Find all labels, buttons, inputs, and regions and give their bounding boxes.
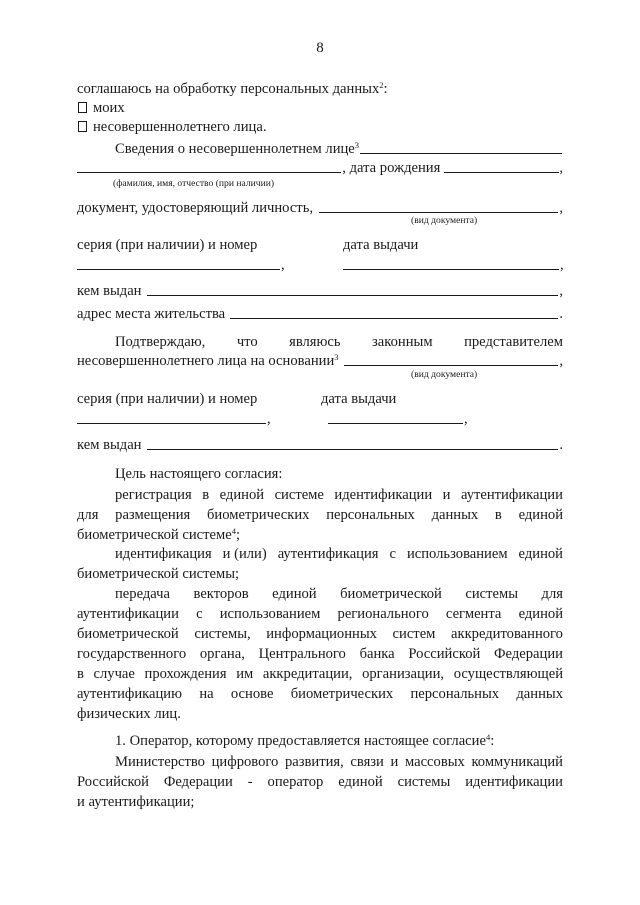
operator-line-1 bbox=[115, 753, 563, 772]
word: системы bbox=[397, 774, 451, 790]
purpose-3-line-3 bbox=[77, 625, 563, 644]
basis-row bbox=[77, 352, 563, 371]
doc-id-field[interactable] bbox=[319, 199, 558, 213]
issue-date-label: дата выдачи bbox=[321, 391, 397, 407]
punctuation: , bbox=[559, 353, 563, 369]
word: развития, bbox=[284, 754, 344, 770]
operator-title bbox=[115, 732, 563, 751]
option-minor[interactable] bbox=[77, 118, 563, 137]
punctuation: , bbox=[559, 283, 563, 299]
purpose-3-line-4 bbox=[77, 645, 563, 664]
word: аккредитации, bbox=[262, 666, 353, 682]
purpose-3-line-1 bbox=[115, 585, 563, 604]
minor-fio-field[interactable] bbox=[77, 159, 341, 173]
option-mine-label: моих bbox=[93, 100, 125, 116]
address-field[interactable] bbox=[230, 305, 558, 319]
purpose-2-line-1 bbox=[115, 545, 563, 564]
word: идентификации bbox=[334, 487, 433, 503]
purpose-3-line-2 bbox=[77, 605, 563, 624]
issue-date-label: дата выдачи bbox=[343, 237, 419, 253]
word: системы, bbox=[194, 626, 251, 642]
punctuation: : bbox=[490, 733, 495, 749]
word: аутентификации bbox=[460, 487, 563, 503]
word: данных bbox=[516, 686, 563, 702]
word: случае bbox=[93, 666, 135, 682]
doc-id-row bbox=[77, 199, 563, 218]
word: связи bbox=[350, 754, 384, 770]
word: персональных bbox=[326, 507, 415, 523]
word: организации, bbox=[362, 666, 445, 682]
minor-name-field[interactable] bbox=[360, 140, 562, 154]
word: представителем bbox=[464, 334, 563, 350]
word: биометрической bbox=[340, 586, 442, 602]
punctuation: : bbox=[383, 81, 388, 97]
word: аутентификация bbox=[277, 546, 379, 562]
consent-header-text: соглашаюсь на обработку персональных данных bbox=[77, 81, 380, 97]
minor-info-label bbox=[115, 140, 359, 159]
birth-date-label: , дата рождения bbox=[342, 160, 441, 176]
word: регионального bbox=[337, 606, 429, 622]
issued-by-label: кем выдан bbox=[77, 437, 142, 453]
word: аутентификацию bbox=[77, 686, 183, 702]
word: использованием bbox=[219, 606, 321, 622]
word: коммуникаций bbox=[471, 754, 563, 770]
address-label: адрес места жительства bbox=[77, 306, 226, 322]
word: и bbox=[390, 754, 399, 770]
word: Федерации bbox=[494, 646, 563, 662]
word: биометрических bbox=[206, 507, 310, 523]
word: единой bbox=[272, 586, 317, 602]
word: для bbox=[541, 586, 563, 602]
basis-text: несовершеннолетнего лица на основании bbox=[77, 353, 335, 369]
word: прохождения bbox=[144, 666, 227, 682]
word: государственного bbox=[77, 646, 187, 662]
footnote-ref: 2 bbox=[379, 80, 384, 90]
footnote-ref: 3 bbox=[354, 140, 360, 150]
word: Федерации bbox=[163, 774, 233, 790]
checkbox[interactable] bbox=[78, 102, 87, 113]
issued-by-field[interactable] bbox=[147, 282, 559, 296]
punctuation: , bbox=[281, 257, 285, 273]
word: идентификации bbox=[465, 774, 563, 790]
basis-label bbox=[77, 352, 339, 371]
word: и (или) bbox=[222, 546, 267, 562]
word: массовых bbox=[404, 754, 465, 770]
word: Российской bbox=[77, 774, 149, 790]
word: основе bbox=[230, 686, 274, 702]
series-number-field[interactable] bbox=[77, 256, 280, 270]
purpose-3-line-7: физических лиц. bbox=[77, 706, 181, 722]
footnote-ref: 3 bbox=[334, 352, 339, 362]
issued-by-field[interactable] bbox=[147, 436, 559, 450]
confirm-line bbox=[115, 333, 563, 352]
operator-line-3: и аутентификации; bbox=[77, 794, 195, 810]
series-number-field[interactable] bbox=[77, 410, 266, 424]
punctuation: , bbox=[267, 411, 271, 427]
purpose-title: Цель настоящего согласия: bbox=[115, 466, 283, 482]
word: и bbox=[442, 487, 451, 503]
word: цифрового bbox=[211, 754, 279, 770]
word: банка bbox=[359, 646, 395, 662]
issued-by-row-2 bbox=[77, 436, 563, 455]
series-label: серия (при наличии) и номер bbox=[77, 237, 258, 253]
series-row bbox=[77, 236, 563, 255]
word: с bbox=[196, 606, 203, 622]
word: Министерство bbox=[115, 754, 205, 770]
purpose-1-line-1 bbox=[115, 486, 563, 505]
minor-info-row bbox=[77, 140, 563, 159]
purpose-1-line-3 bbox=[77, 526, 563, 545]
purpose-2-line-2: биометрической системы; bbox=[77, 566, 240, 582]
word: в bbox=[77, 666, 84, 682]
purpose-3-line-6 bbox=[77, 685, 563, 704]
consent-header bbox=[77, 80, 563, 99]
word: Российской bbox=[408, 646, 481, 662]
word: систем bbox=[392, 626, 436, 642]
birth-date-field[interactable] bbox=[444, 159, 559, 173]
minor-info-text: Сведения о несовершеннолетнем лице bbox=[115, 141, 355, 157]
word: в bbox=[494, 507, 502, 523]
series-row-2 bbox=[77, 390, 563, 409]
word: единой bbox=[518, 507, 563, 523]
word: единой bbox=[518, 546, 563, 562]
word: - bbox=[247, 774, 253, 790]
issued-by-row bbox=[77, 282, 563, 301]
footnote-ref: 4 bbox=[485, 732, 491, 742]
word: на bbox=[199, 686, 214, 702]
word: им bbox=[236, 666, 254, 682]
word: единой bbox=[338, 774, 383, 790]
word: информационных bbox=[266, 626, 377, 642]
operator-line-2 bbox=[77, 773, 563, 792]
word: единой bbox=[219, 487, 265, 503]
caption-doc-type: (вид документа) bbox=[411, 369, 478, 380]
word: оператор bbox=[267, 774, 324, 790]
footnote-ref: 4 bbox=[231, 526, 236, 536]
punctuation: . bbox=[559, 437, 563, 453]
purpose-3-line-5 bbox=[77, 665, 563, 684]
word: системе bbox=[274, 487, 324, 503]
punctuation: , bbox=[464, 411, 468, 427]
word: для bbox=[77, 507, 99, 523]
series-label: серия (при наличии) и номер bbox=[77, 391, 258, 407]
word: передача bbox=[115, 586, 171, 602]
word: биометрической bbox=[77, 626, 179, 642]
caption-doc-type: (вид документа) bbox=[411, 215, 478, 226]
basis-field[interactable] bbox=[344, 352, 559, 366]
punctuation: , bbox=[560, 257, 564, 273]
word: сегмента bbox=[445, 606, 502, 622]
checkbox[interactable] bbox=[78, 121, 87, 132]
word: данных bbox=[431, 507, 479, 523]
word: органа, bbox=[199, 646, 245, 662]
purpose-1-end-text: биометрической системе bbox=[77, 527, 232, 543]
word: персональных bbox=[410, 686, 500, 702]
page-number: 8 bbox=[316, 40, 324, 56]
issue-date-field[interactable] bbox=[328, 410, 463, 424]
word: являюсь bbox=[289, 334, 341, 350]
option-minor-label: несовершеннолетнего лица. bbox=[93, 119, 267, 135]
word: с bbox=[389, 546, 396, 562]
word: единой bbox=[518, 606, 563, 622]
punctuation: . bbox=[559, 306, 563, 322]
word: Центрального bbox=[258, 646, 346, 662]
word: биометрических bbox=[290, 686, 394, 702]
word: в bbox=[202, 487, 210, 503]
word: аутентификации bbox=[77, 606, 179, 622]
word: Подтверждаю, bbox=[115, 334, 206, 350]
punctuation: , bbox=[559, 160, 563, 176]
operator-title-text: 1. Оператор, которому предоставляется настоящее согласие bbox=[115, 733, 486, 749]
minor-name-birth-row bbox=[77, 159, 563, 178]
issue-date-field[interactable] bbox=[343, 256, 559, 270]
option-mine[interactable] bbox=[77, 99, 563, 118]
word: аккредитованного bbox=[451, 626, 563, 642]
doc-id-label: документ, удостоверяющий личность, bbox=[77, 200, 313, 216]
issued-by-label: кем выдан bbox=[77, 283, 142, 299]
word: что bbox=[236, 334, 258, 350]
word: использованием bbox=[406, 546, 508, 562]
word: осуществляющей bbox=[453, 666, 563, 682]
address-row bbox=[77, 305, 563, 324]
caption-fio: (фамилия, имя, отчество (при наличии) bbox=[113, 178, 275, 189]
punctuation: , bbox=[559, 200, 563, 216]
word: системы bbox=[465, 586, 519, 602]
word: регистрация bbox=[115, 487, 192, 503]
purpose-1-line-2 bbox=[77, 506, 563, 525]
word: размещения bbox=[115, 507, 191, 523]
word: идентификация bbox=[115, 546, 212, 562]
punctuation: ; bbox=[235, 527, 241, 543]
word: векторов bbox=[193, 586, 249, 602]
word: законным bbox=[372, 334, 433, 350]
